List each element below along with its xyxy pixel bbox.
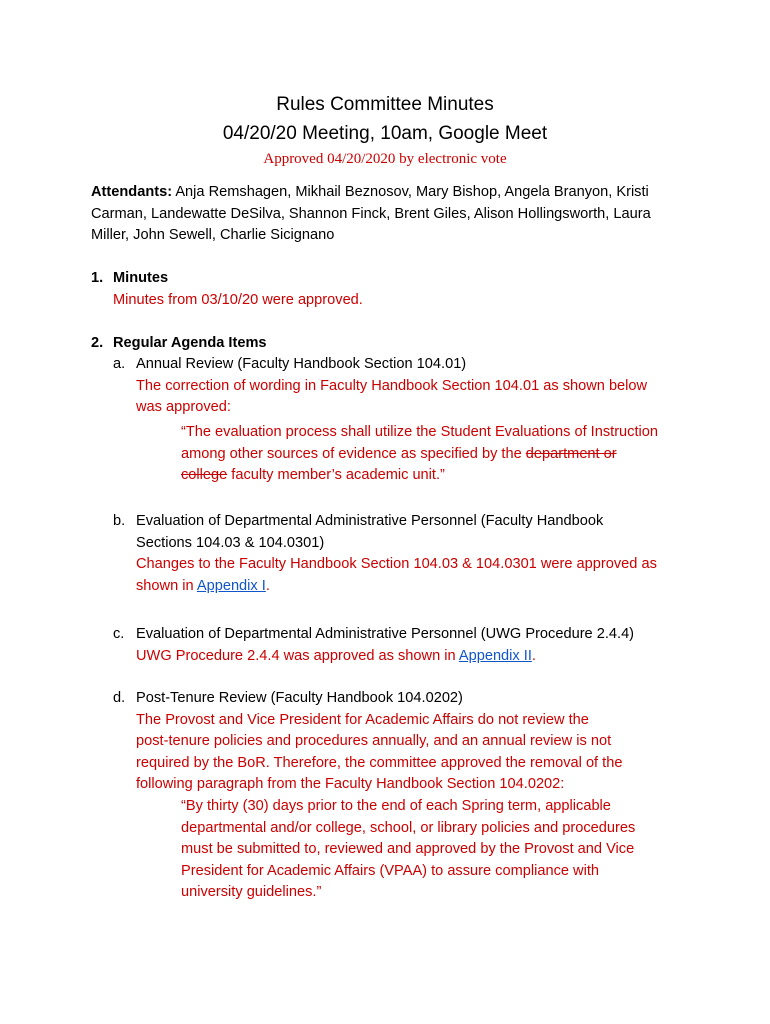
approval-note: Approved 04/20/2020 by electronic vote (263, 151, 507, 167)
item-d (136, 688, 622, 796)
item-c-letter: c. (113, 626, 125, 642)
item-d-note-line-1: The Provost and Vice President for Academic Affairs do not review the (136, 711, 589, 728)
item-b-note-line-2: shown in (136, 577, 197, 594)
item-a-note-line-2: was approved: (136, 399, 231, 415)
section-2-heading: Regular Agenda Items (113, 335, 267, 351)
item-c-title: Evaluation of Departmental Administrative Personnel (UWG Procedure 2.4.4) (136, 626, 635, 642)
item-a-quote-line-3: faculty member’s academic unit.” (227, 467, 445, 483)
item-b-title-line-2: Sections 104.03 & 104.0301) (136, 534, 325, 551)
item-d-quote-line-2: departmental and/or college, school, or library policies and procedures (181, 819, 636, 836)
item-b-title-line-1: Evaluation of Departmental Administrative Personnel (Faculty Handbook (136, 513, 604, 529)
item-a (136, 354, 647, 419)
item-c-period: . (531, 647, 536, 664)
page-title: Rules Committee Minutes (276, 94, 494, 115)
item-c (136, 624, 634, 667)
item-d-note-line-3: required by the BoR. Therefore, the committee approved the removal of the (136, 754, 623, 771)
appendix-ii-link[interactable]: Appendix II (458, 647, 532, 664)
item-b-period: . (265, 577, 270, 594)
item-d-title: Post-Tenure Review (Faculty Handbook 104.0202) (136, 690, 463, 706)
appendix-i-link[interactable]: Appendix I (196, 577, 266, 594)
item-b (136, 511, 657, 597)
item-d-quote-line-1: “By thirty (30) days prior to the end of each Spring term, applicable (181, 798, 611, 814)
item-a-struck-text-2: college (181, 467, 228, 483)
item-a-title: Annual Review (Faculty Handbook Section 104.01) (136, 356, 467, 372)
item-d-note-line-2: post-tenure policies and procedures annually, and an annual review is not (136, 733, 612, 749)
item-d-letter: d. (113, 690, 126, 706)
page-subtitle: 04/20/20 Meeting, 10am, Google Meet (222, 123, 548, 144)
section-1-number: 1. (91, 270, 104, 286)
item-d-note-line-4: following paragraph from the Faculty Handbook Section 104.0202: (136, 776, 565, 792)
attendants-label: Attendants: (91, 184, 173, 200)
item-b-note-line-1: Changes to the Faculty Handbook Section 104.03 & 104.0301 were approved as (136, 556, 657, 572)
section-1 (113, 268, 363, 311)
item-c-note: UWG Procedure 2.4.4 was approved as shown in (136, 647, 459, 664)
section-2-number: 2. (91, 335, 104, 351)
attendants-block (91, 182, 691, 247)
item-d-quote-line-3: must be submitted to, reviewed and approved by the Provost and Vice (181, 841, 635, 857)
attendants-line-3: Miller, John Sewell, Charlie Sicignano (91, 227, 335, 243)
item-a-note-line-1: The correction of wording in Faculty Handbook Section 104.01 as shown below (136, 377, 648, 394)
item-a-letter: a. (113, 356, 126, 372)
item-d-quote-line-4: President for Academic Affairs (VPAA) to assure compliance with (181, 862, 599, 879)
attendants-line-2: Carman, Landewatte DeSilva, Shannon Finck, Brent Giles, Alison Hollingsworth, Laura (91, 205, 651, 222)
item-a-quote-line-2: among other sources of evidence as specified by the (181, 445, 526, 462)
item-a-quote-line-1: “The evaluation process shall utilize the Student Evaluations of Instruction (181, 424, 658, 440)
item-a-struck-text: department or (525, 445, 617, 462)
section-1-note: Minutes from 03/10/20 were approved. (113, 291, 363, 308)
item-b-letter: b. (113, 513, 126, 529)
attendants-line-1: Anja Remshagen, Mikhail Beznosov, Mary Bishop, Angela Branyon, Kristi (172, 184, 649, 200)
item-a-quote (181, 422, 658, 487)
item-d-quote-line-5: university guidelines.” (181, 884, 322, 900)
section-1-heading: Minutes (113, 270, 169, 286)
item-d-quote (181, 796, 635, 904)
